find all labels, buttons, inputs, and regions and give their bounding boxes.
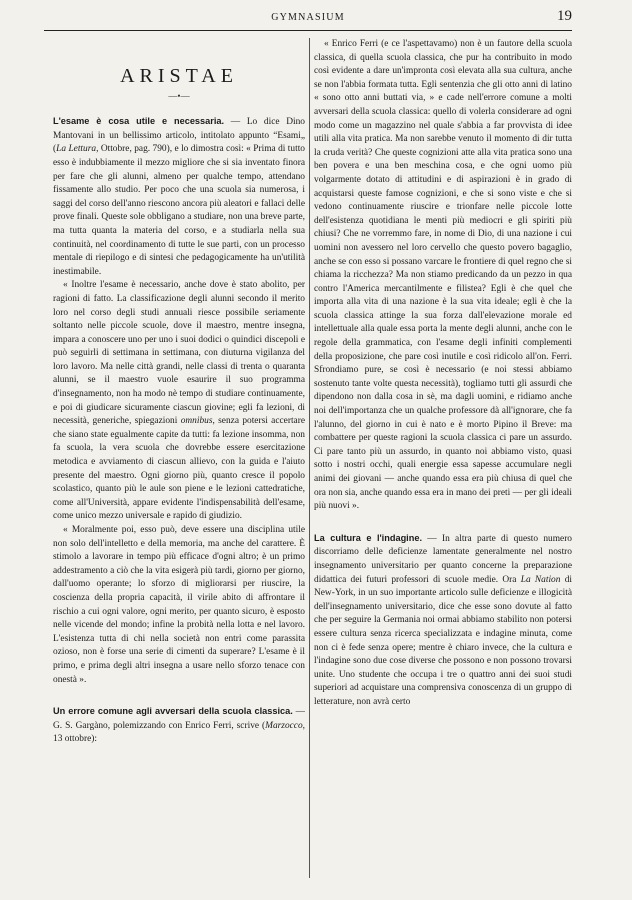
page-number: 19: [557, 8, 572, 24]
article-cultura-heading: La cultura e l'indagine.: [314, 532, 423, 543]
article-esame-paragraph-1: L'esame è cosa utile e necessaria. — Lo dice Dino Mantovani in un bellissimo articolo, intitolato appunto “Esami„ (La Lettura, Ottobre, pag. 790), e lo dimostra così: « Prima di tutto esso è indubbiamente il mezzo migliore che si sia inventato finora per fare che gli alunni, almeno per qualche tempo, attendano fissamente allo studio. Per poco che una scuola sia numerosa, i saggi del corso dell'anno riescono ancora più aleatori e fallaci delle prove finali. Queste sole obbligano a studiare, non una breve parte, ma tutta quanta la materia del corso, e a studiarla nella sua continuità, nel coordinamento di tutte le sue parti, con un processo mentale di riepilogo e di sintesi che pedagogicamente ha un'utilità inestimabile.: [53, 116, 305, 277]
article-cultura-paragraph-1: La cultura e l'indagine. — In altra parte di questo numero discorriamo delle deficienze lamentate generalmente nel nostro insegnamento universitario per quanto concerne la preparazione didattica dei futuri professori di scuole medie. Ora La Nation di New-York, in un suo importante articolo sulle deficienze e illogicità dell'insegnamento universitario, dice che esse sono dovute al fatto che per seguire la Germania noi ormai abbiamo stabilito non potersi essere cultura senza ricerca specializzata e indagine minuta, come non ci è fede senza opere; mentre è chiaro invece, che la cultura e l'indagine sono due cose diverse che possono e non possono trovarsi unite. Uno studente che occupa i tre o quattro anni dei suoi studi superiori ad acquistare una comprensiva conoscenza di un gruppo di letterature, non avrà certo: [314, 532, 572, 707]
source-la-nation: La Nation: [520, 574, 561, 585]
article-esame-paragraph-3: « Moralmente poi, esso può, deve essere una disciplina utile non solo dell'intelletto e della memoria, ma anche del carattere. È stimolo a lavorare in tempo più efficace d'ogni altro; è un primo addestramento a ciò che la vita esigerà più tardi, giorno per giorno, dall'uomo operante; lo sforzo di migliorarsi per riuscire, la coscienza della propria capacità, il virile abito di affrontare il rischio a cui ogni valore, ogni merito, per quanto sicuro, è esposto nelle vicende del mondo; infine la probità nella lotta e nel lavoro. L'esistenza tutta di chi nella società non entri come parassita ozioso, non è forse una serie di cimenti da superare? L'esame è il primo, e prima degli altri insegna a usare nello sforzo tenace con onestà ».: [53, 525, 305, 685]
source-la-lettura: La Lettura: [56, 144, 97, 155]
article-errore-heading: Un errore comune agli avversari della scuola classica.: [53, 706, 293, 717]
article-errore-paragraph-1: Un errore comune agli avversari della scuola classica. — G. S. Gargàno, polemizzando con Enrico Ferri, scrive (Marzocco, 13 ottobre):: [53, 706, 305, 745]
running-title: GYMNASIUM: [271, 12, 345, 23]
page-header: [44, 8, 572, 30]
header-rule: [44, 30, 572, 31]
article-errore-quote: « Enrico Ferri (e ce l'aspettavamo) non è un fautore della scuola classica, di quella scuola classica, che pur ha contribuito in modo così evidente a dare un'impronta così elevata alla sua cultura, anche se non l'abbia formata tutta. Egli sentenzia che gli otto anni di latino « sono otto anni buttati via, » e cade nell'errore comune a molti avversari della scuola classica: quello di volerla considerare ad ogni modo come un magazzino nel quale s'abbia a far provvista di idee utili alla vita pratica. Ma non sarebbe venuto il momento di dir tutta la cruda verità? Che queste cognizioni atte alla vita pratica sono una ben povera e una ben meschina cosa, e che ogni uomo più volgarmente dotato di attitudini e di aspirazioni è in grado di acquistarsi queste famose cognizioni, e che si sono viste e che si vedono continuamente riuscire e trionfare nelle piccole lotte dell'esistenza quotidiana le menti più mediocri e gli spiriti più chiusi? Che ne vorremmo fare, in nome di Dio, di una nazione i cui uomini non avessero nel loro cervello che questo povero bagaglio, anche se con esso si possano varcare le frontiere di quel regno che si chiama la ricchezza? Ma non stiamo predicando da un pezzo in qua contro l'America mercantilmente e filistea? Egli è che quel che importa alla vita di una nazione è la sua vita ideale; egli è che la scuola classica attinge la sua forza dall'elevazione morale ed intellettuale alla quale essa porta la mente degli alunni, anche con le regole della grammatica, con l'esame degli infiniti complementi della proposizione, che pare così inutile e così ridicolo all'on. Ferri. Sfrondiamo pure, se così è necessario (e noi stessi abbiamo sostenuto tante volte questa necessità), togliamo tutti gli assurdi che dipendono non dalla cosa in sè, ma dagli uomini, e ridiamo anche noi dell'importanza che un qualche professore dà all'ignorare, che fa l'alunno, del giorno in cui è nato e è morto Pipino il Breve: ma combattere per queste ragioni la scuola classica ci pare un assurdo. Ci pare tanto più un assurdo, in quanto noi abbiamo visto, quasi sotto i nostri occhi, quali energie essa sapesse accumulare negli animi dei giovani — anche quando essa era più chiusa di quel che ora non sia, anche quando essa era in mano dei preti — per gli ideali più nuovi ».: [314, 39, 572, 512]
left-column: [53, 38, 305, 890]
article-esame-paragraph-2: « Inoltre l'esame è necessario, anche dove è stato abolito, per ragioni di fatto. La classificazione degli alunni secondo il merito loro nel corso degli studi annuali riesce possibile seriamente soltanto nelle piccole scuole, dove il maestro, mentre insegna, impara a conoscere uno per uno i suoi dodici o quindici discepoli e può seguirli di settimana in settimana, con diuturna vigilanza del loro lavoro. Ma nelle città grandi, nelle classi di trenta o quaranta alunni, se il maestro vuole esaurire il suo programma d'insegnamento, non ha modo nè tempo di studiare continuamente, e poi di giudicare sicuramente ciascun giovine; egli fa lezioni, di necessità, generiche, spiegazioni omnibus, senza potersi accertare che siano state egualmente capite da tutti: fa lezione insomma, non fa scuola, la vera scuola che dovrebbe essere esercitazione metodica e avviamento di ciascun allievo, con la guida e l'aiuto presente del maestro. Ogni giorno più, quanto cresce il popolo scolastico, quanto più le aule son piene e le lezioni cattedratiche, come all'Università, appare evidente l'indispensabilità dell'esame, come unico mezzo universale e rapido di giudizio.: [53, 280, 305, 522]
article-esame-heading: L'esame è cosa utile e necessaria.: [53, 116, 225, 127]
right-column: [314, 38, 572, 890]
column-divider: [309, 38, 310, 878]
section-title: ARISTAE: [120, 65, 238, 87]
ornament: —•—: [168, 90, 190, 101]
source-marzocco: Marzocco: [265, 720, 303, 731]
